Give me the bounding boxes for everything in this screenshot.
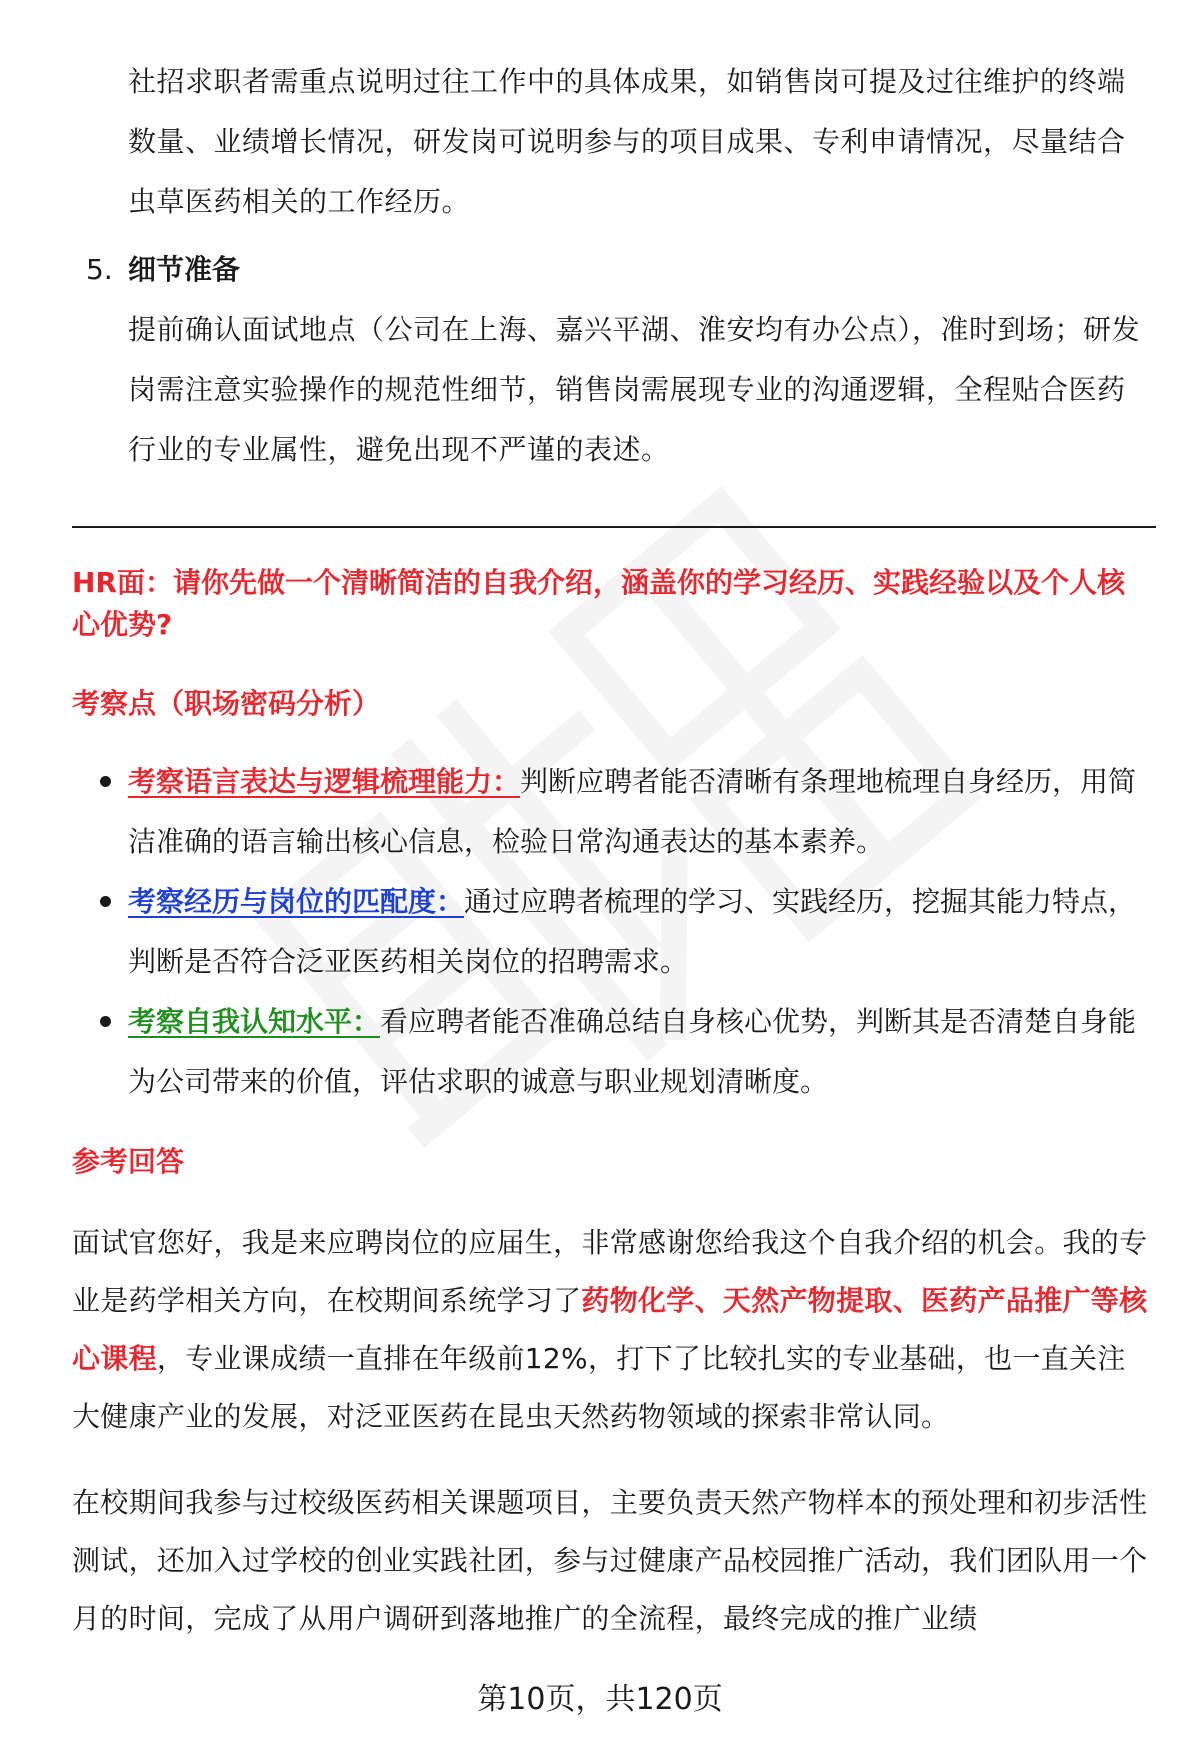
bullet-icon	[100, 896, 111, 907]
list-item-5	[86, 240, 240, 300]
assessment-point-1	[72, 752, 1152, 872]
answer-highlight-courses: 药物化学、天然产物提取、医药产品推广等核心课程	[72, 1284, 1148, 1375]
answer-text-end: ，专业课成绩一直排在年级前12%，打下了比较扎实的专业基础，也一直关注大健康产业的发展，对泛亚医药在昆虫天然药物领域的探索非常认同。	[72, 1342, 1126, 1433]
assessment-point-2	[72, 872, 1152, 992]
answer-paragraph-2: 在校期间我参与过校级医药相关课题项目，主要负责天然产物样本的预处理和初步活性测试，还加入过学校的创业实践社团，参与过健康产品校园推广活动，我们团队用一个月的时间，完成了从用户调研到落地推广的全流程，最终完成的推广业绩	[72, 1486, 1148, 1635]
page-number: 第10页，共120页	[477, 1682, 723, 1717]
assessment-point-label: 考察语言表达与逻辑梳理能力：	[128, 765, 521, 798]
list-item-5-body: 提前确认面试地点（公司在上海、嘉兴平湖、淮安均有办公点），准时到场；研发岗需注意实验操作的规范性细节，销售岗需展现专业的沟通逻辑，全程贴合医药行业的专业属性，避免出现不严谨的表述。	[128, 313, 1141, 466]
answer-paragraph-1	[72, 1214, 1152, 1446]
answer-heading: 参考回答	[72, 1145, 185, 1178]
interview-question: HR面：请你先做一个清晰简洁的自我介绍，涵盖你的学习经历、实践经验以及个人核心优势?	[72, 566, 1125, 641]
assessment-point-label: 考察经历与岗位的匹配度：	[128, 885, 465, 918]
assessment-point-label: 考察自我认知水平：	[128, 1005, 381, 1038]
bullet-icon	[100, 776, 111, 787]
continuation-paragraph: 社招求职者需重点说明过往工作中的具体成果，如销售岗可提及过往维护的终端数量、业绩增长情况，研发岗可说明参与的项目成果、专利申请情况，尽量结合虫草医药相关的工作经历。	[128, 65, 1126, 218]
assessment-point-3	[72, 992, 1152, 1112]
list-item-title: 细节准备	[128, 253, 241, 286]
assessment-point-text: 判断应聘者能否清晰有条理地梳理自身经历，用简洁准确的语言输出核心信息，检验日常沟通表达的基本素养。	[128, 765, 1137, 858]
assessment-point-text: 看应聘者能否准确总结自身核心优势，判断其是否清楚自身能为公司带来的价值，评估求职的诚意与职业规划清晰度。	[128, 1005, 1137, 1098]
assessment-points	[72, 752, 1152, 1112]
assessment-point-text: 通过应聘者梳理的学习、实践经历，挖掘其能力特点，判断是否符合泛亚医药相关岗位的招聘需求。	[128, 885, 1137, 978]
section-divider	[72, 526, 1156, 528]
bullet-icon	[100, 1016, 111, 1027]
list-item-number: 5.	[86, 253, 113, 286]
answer-text-start: 面试官您好，我是来应聘岗位的应届生，非常感谢您给我这个自我介绍的机会。我的专业是药学相关方向，在校期间系统学习了	[72, 1226, 1148, 1317]
assessment-heading: 考察点（职场密码分析）	[72, 687, 381, 720]
